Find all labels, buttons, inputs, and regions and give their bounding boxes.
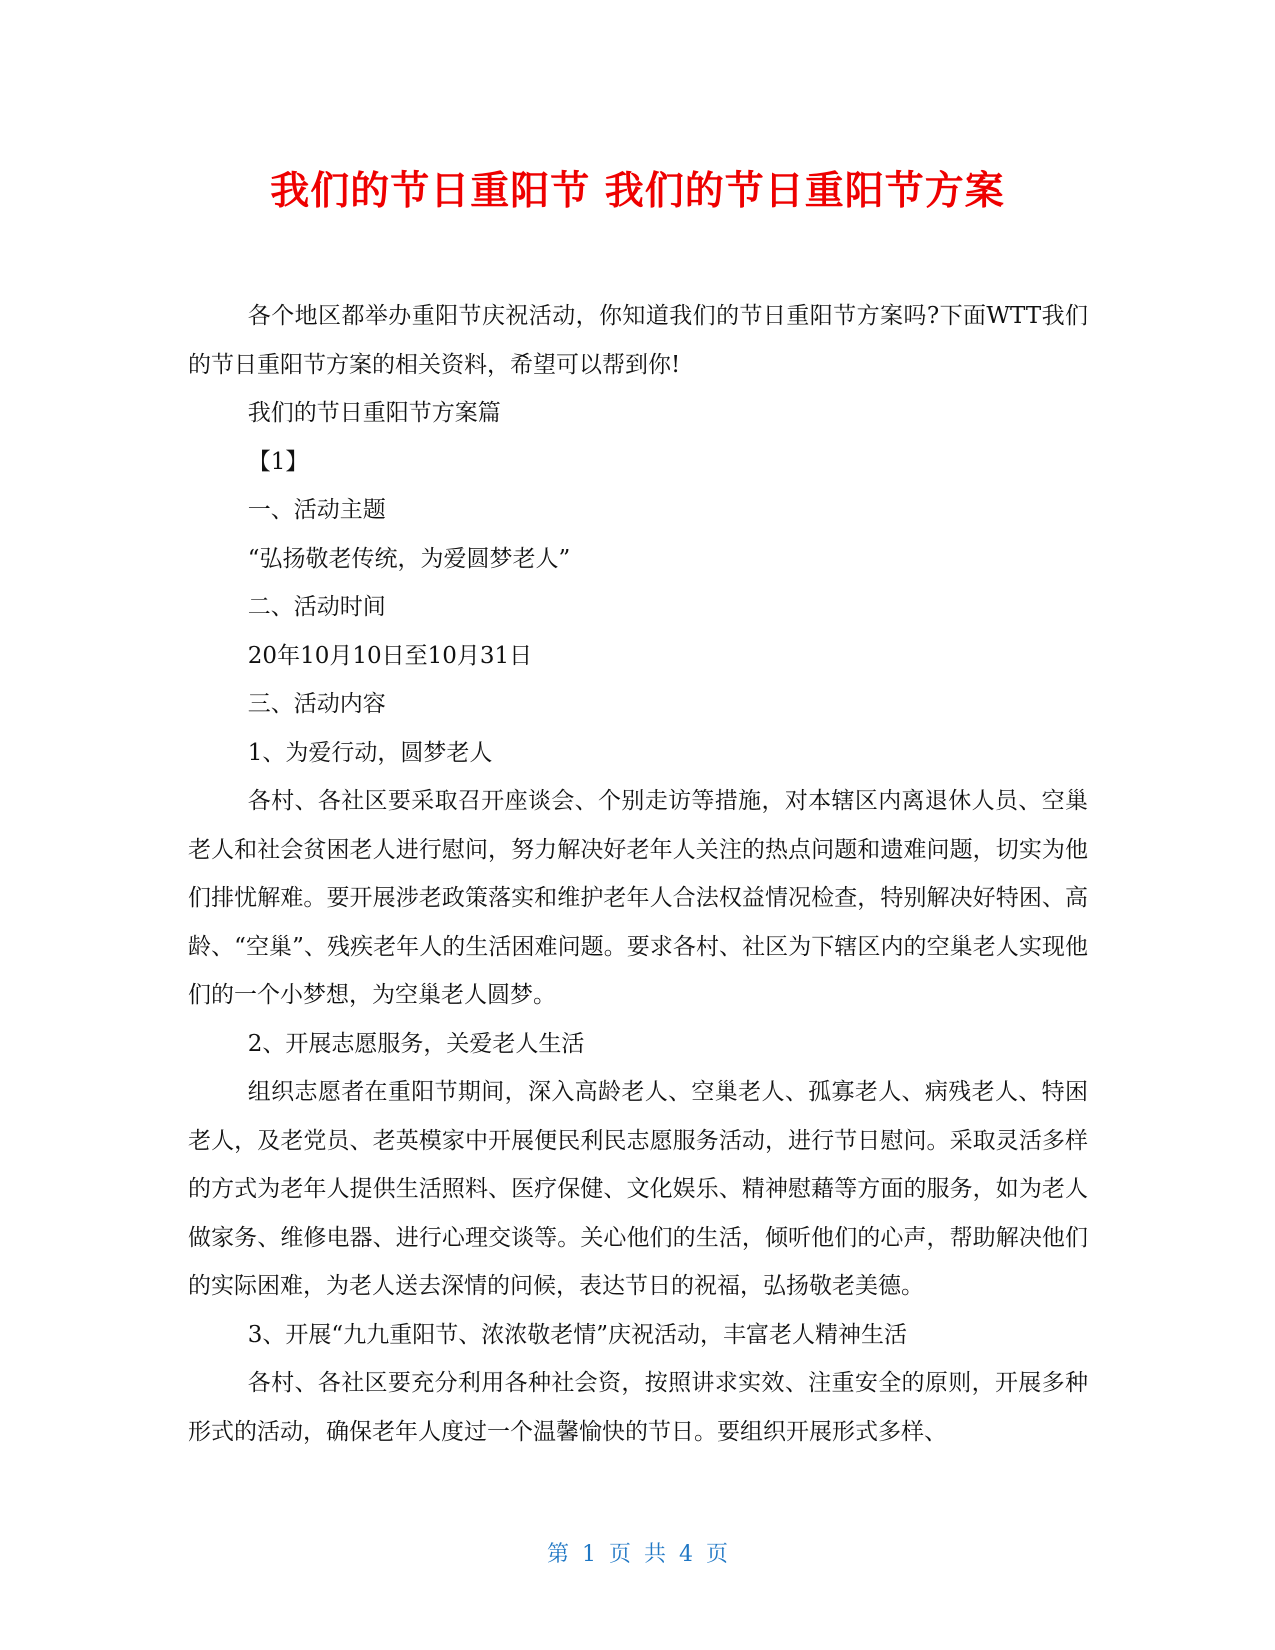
document-title: 我们的节日重阳节 我们的节日重阳节方案 bbox=[270, 169, 1005, 214]
heading-activity-theme: 一、活动主题 bbox=[247, 497, 386, 523]
paragraph-item-2: 组织志愿者在重阳节期间，深入高龄老人、空巢老人、孤寡老人、病残老人、特困老人，及老党员、老英模家中开展便民利民志愿服务活动，进行节日慰问。采取灵活多样的方式为老年人提供生活照料、医疗保健、文化娱乐、精神慰藉等方面的服务，如为老人做家务、维修电器、进行心理交谈等。关心他们的生活，倾听他们的心声，帮助解决他们的实际困难，为老人送去深情的问候，表达节日的祝福，弘扬敬老美德。 bbox=[188, 1079, 1088, 1299]
activity-time-text: 20年10月10日至10月31日 bbox=[247, 642, 533, 669]
paragraph-item-1: 各村、各社区要采取召开座谈会、个别走访等措施，对本辖区内离退休人员、空巢老人和社会贫困老人进行慰问，努力解决好老年人关注的热点问题和遗难问题，切实为他们排忧解难。要开展涉老政策落实和维护老年人合法权益情况检查，特别解决好特困、高龄、“空巢”、残疾老年人的生活困难问题。要求各村、社区为下辖区内的空巢老人实现他们的一个小梦想，为空巢老人圆梦。 bbox=[188, 788, 1088, 1008]
page-number-footer: 第 1 页 共 4 页 bbox=[547, 1542, 728, 1567]
subheading-item-3: 3、开展“九九重阳节、浓浓敬老情”庆祝活动，丰富老人精神生活 bbox=[247, 1321, 907, 1348]
heading-activity-time: 二、活动时间 bbox=[247, 594, 386, 620]
paragraph-item-3: 各村、各社区要充分利用各种社会资，按照讲求实效、注重安全的原则，开展多种形式的活动，确保老年人度过一个温馨愉快的节日。要组织开展形式多样、 bbox=[188, 1370, 1088, 1445]
heading-activity-content: 三、活动内容 bbox=[247, 691, 386, 717]
subheading-item-1: 1、为爱行动，圆梦老人 bbox=[247, 739, 493, 766]
subheading-item-2: 2、开展志愿服务，关爱老人生活 bbox=[247, 1030, 585, 1057]
document-body bbox=[188, 292, 1088, 1456]
activity-theme-text: “弘扬敬老传统，为爱圆梦老人” bbox=[247, 545, 571, 572]
section-heading: 我们的节日重阳节方案篇 bbox=[247, 400, 501, 426]
section-number: 【1】 bbox=[247, 448, 309, 475]
intro-paragraph: 各个地区都举办重阳节庆祝活动，你知道我们的节日重阳节方案吗?下面WTT我们的节日重阳节方案的相关资料，希望可以帮到你! bbox=[188, 303, 1088, 378]
